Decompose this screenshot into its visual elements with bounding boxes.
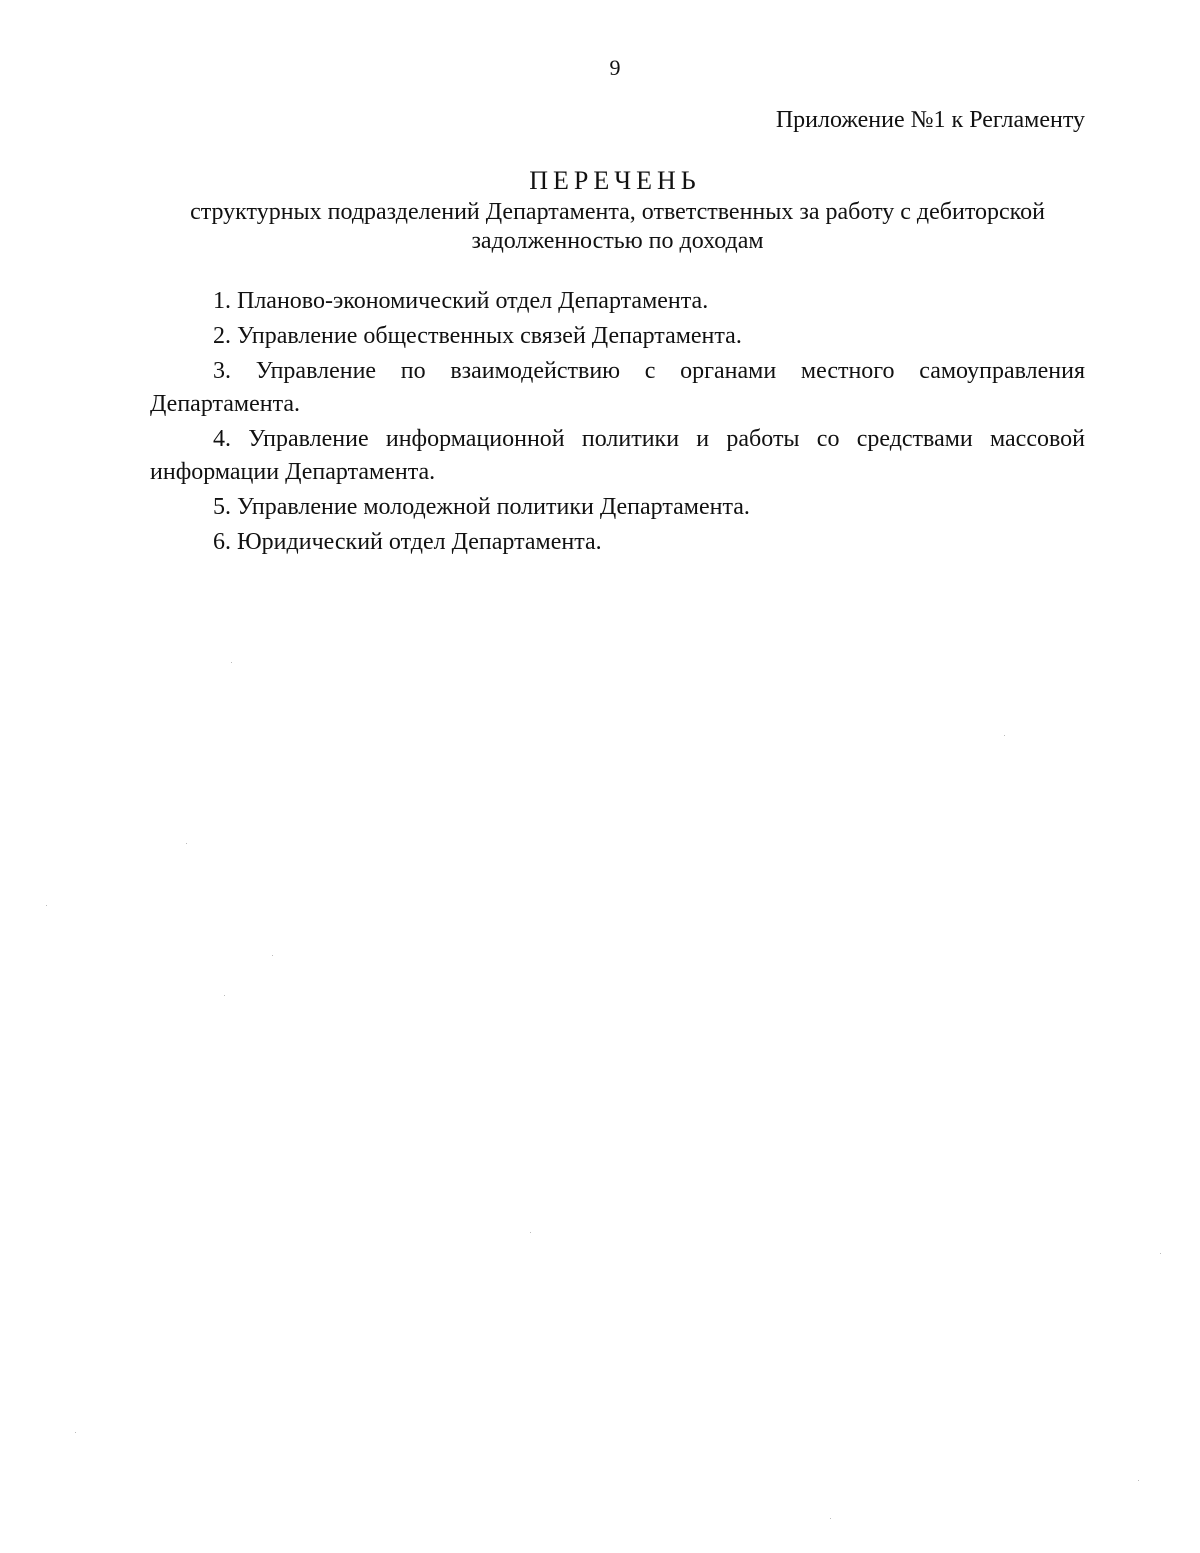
list-item-text: 6. Юридический отдел Департамента.: [213, 529, 602, 555]
department-list: [150, 285, 1085, 561]
scan-speck: [1160, 1253, 1161, 1254]
list-item-line-2: информации Департамента.: [150, 459, 436, 485]
list-item-line-1: 3. Управление по взаимодействию с органами местного самоуправления: [213, 358, 1085, 384]
list-item-2: [150, 320, 1085, 353]
subtitle-line-1: структурных подразделений Департамента, ответственных за работу с дебиторской: [190, 199, 1045, 225]
list-item-5: [150, 491, 1085, 524]
document-subtitle: [150, 198, 1085, 256]
page-number: 9: [609, 55, 621, 80]
list-item-line-2: Департамента.: [150, 391, 301, 417]
scan-speck: [75, 1432, 76, 1433]
list-item-3: [150, 355, 1085, 421]
list-item-6: [150, 526, 1085, 559]
scan-speck: [224, 995, 225, 996]
scan-speck: [830, 1518, 831, 1519]
subtitle-line-2: задолженностью по доходам: [471, 228, 764, 254]
scan-speck: [186, 843, 187, 844]
list-item-line-1: 4. Управление информационной политики и работы со средствами массовой: [213, 426, 1085, 452]
scan-speck: [1138, 1480, 1139, 1481]
scan-speck: [231, 662, 232, 663]
list-item-text: 2. Управление общественных связей Департамента.: [213, 323, 742, 349]
scan-speck: [46, 905, 47, 906]
list-item-text: 5. Управление молодежной политики Департамента.: [213, 494, 750, 520]
list-item-text: 1. Планово-экономический отдел Департамента.: [213, 288, 709, 314]
list-item-4: [150, 423, 1085, 489]
scan-speck: [272, 955, 273, 956]
document-title: ПЕРЕЧЕНЬ: [529, 166, 701, 195]
scan-speck: [530, 1232, 531, 1233]
list-item-1: [150, 285, 1085, 318]
appendix-label: Приложение №1 к Регламенту: [775, 107, 1085, 133]
scan-speck: [1004, 735, 1005, 736]
